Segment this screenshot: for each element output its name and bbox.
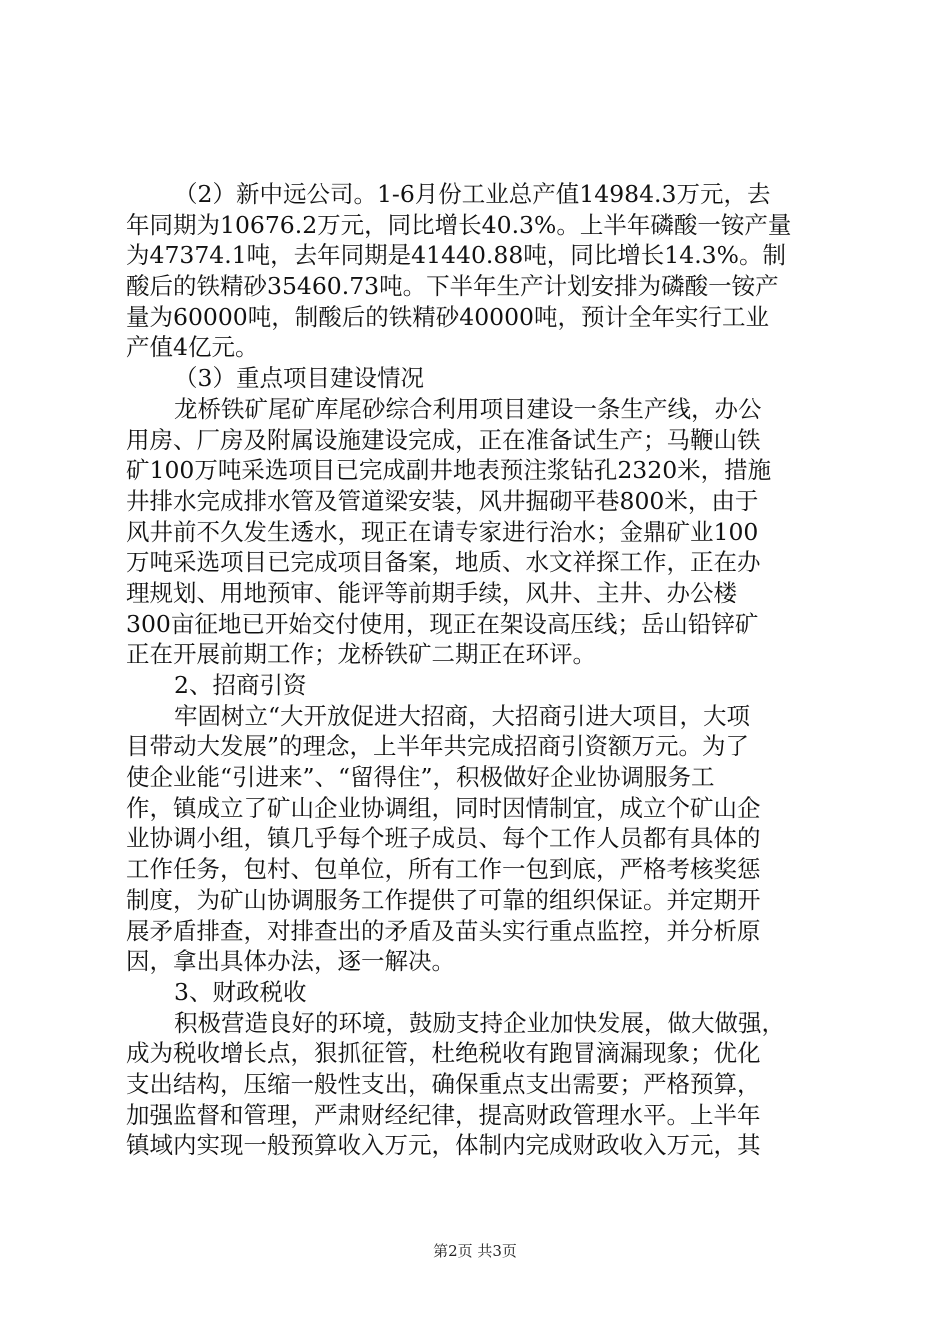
text-line: 工作任务，包村、包单位，所有工作一包到底，严格考核奖惩 [126,855,761,884]
text-line: 龙桥铁矿尾矿库尾砂综合利用项目建设一条生产线，办公 [174,394,762,423]
text-line: 牢固树立“大开放促进大招商，大招商引进大项目，大项 [174,701,751,730]
text-line: 为47374.1吨，去年同期是41440.88吨，同比增长14.3%。制 [126,241,786,270]
text-line: 酸后的铁精砂35460.73吨。下半年生产计划安排为磷酸一铵产 [126,272,779,301]
document-body [126,179,846,1161]
text-line: 量为60000吨，制酸后的铁精砂40000吨，预计全年实行工业 [126,302,770,331]
text-line: 用房、厂房及附属设施建设完成，正在准备试生产；马鞭山铁 [126,425,761,454]
section-heading: 2、招商引资 [174,671,307,699]
text-line: 万吨采选项目已完成项目备案，地质、水文祥探工作，正在办 [126,548,761,577]
section-heading: （3）重点项目建设情况 [174,364,424,393]
text-line: 井排水完成排水管及管道梁安装，风井掘砌平巷800米，由于 [126,486,759,515]
text-line: 成为税收增长点，狠抓征管，杜绝税收有跑冒滴漏现象；优化 [126,1039,761,1068]
text-line: 支出结构，压缩一般性支出，确保重点支出需要；严格预算， [126,1069,761,1098]
text-line: 300亩征地已开始交付使用，现正在架设高压线；岳山铅锌矿 [126,609,759,638]
text-line: 目带动大发展”的理念，上半年共完成招商引资额万元。为了 [126,732,750,761]
text-line: 产值4亿元。 [126,333,259,362]
text-line: 镇域内实现一般预算收入万元，体制内完成财政收入万元，其 [126,1131,761,1160]
text-line: 业协调小组，镇几乎每个班子成员、每个工作人员都有具体的 [126,824,761,853]
text-line: （2）新中远公司。1-6月份工业总产值14984.3万元，去 [174,180,771,208]
text-line: 因，拿出具体办法，逐一解决。 [126,947,455,976]
text-line: 正在开展前期工作；龙桥铁矿二期正在环评。 [126,640,596,669]
text-line: 理规划、用地预审、能评等前期手续，风井、主井、办公楼 [126,578,737,607]
text-line: 矿100万吨采选项目已完成副井地表预注浆钻孔2320米，措施 [126,456,772,485]
text-line: 展矛盾排查，对排查出的矛盾及苗头实行重点监控，并分析原 [126,916,761,945]
text-line: 加强监督和管理，严肃财经纪律，提高财政管理水平。上半年 [126,1100,761,1129]
text-line: 作，镇成立了矿山企业协调组，同时因情制宜，成立个矿山企 [126,793,761,822]
text-line: 制度，为矿山协调服务工作提供了可靠的组织保证。并定期开 [126,885,761,914]
text-line: 年同期为10676.2万元，同比增长40.3%。上半年磷酸一铵产量 [126,210,792,239]
text-line: 风井前不久发生透水，现正在请专家进行治水；金鼎矿业100 [126,517,759,546]
page-number-footer: 第2页 共3页 [433,1242,517,1260]
section-heading: 3、财政税收 [174,977,307,1006]
text-line: 积极营造良好的环境，鼓励支持企业加快发展，做大做强， [174,1008,785,1037]
text-line: 使企业能“引进来”、“留得住”，积极做好企业协调服务工 [126,763,715,792]
